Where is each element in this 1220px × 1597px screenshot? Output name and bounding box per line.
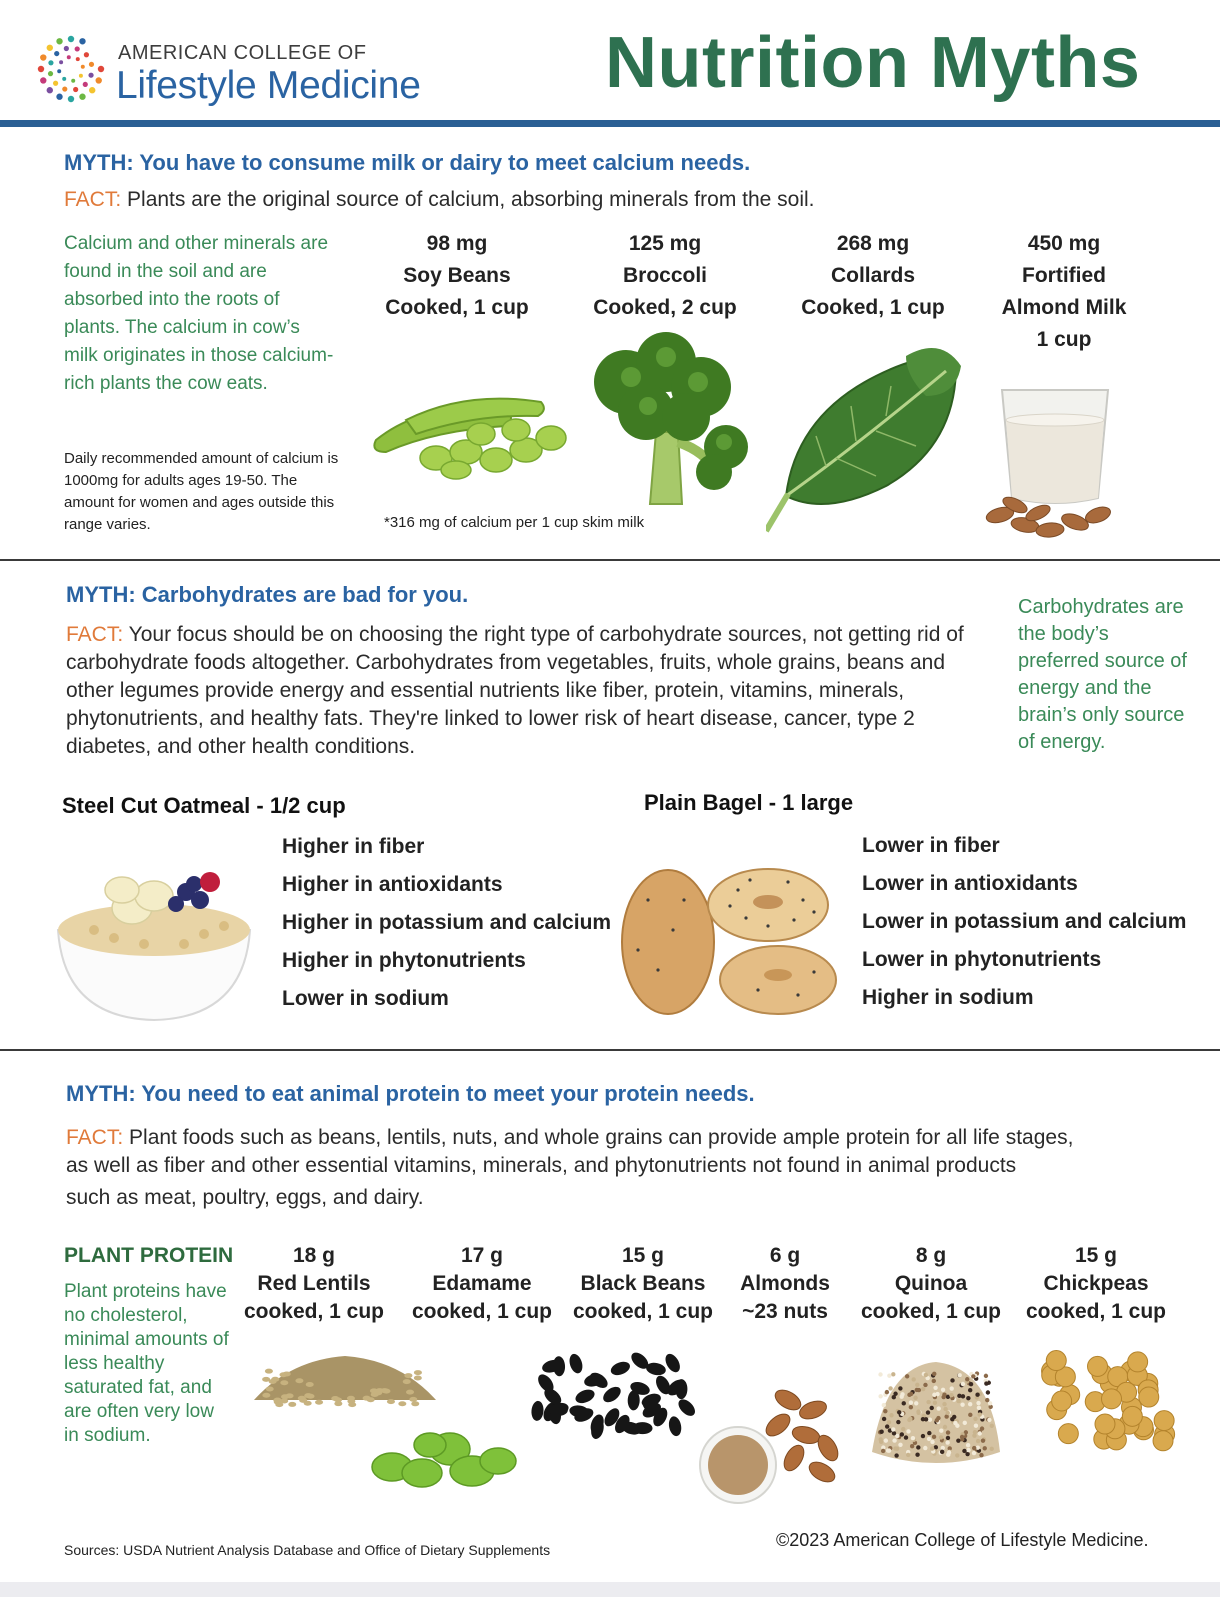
almond-milk-icon bbox=[980, 380, 1130, 545]
calcium-food-name: Soy Beans bbox=[403, 264, 511, 287]
oatmeal-icon bbox=[54, 868, 254, 1028]
carbs-fact-label: FACT: bbox=[66, 623, 124, 646]
org-name-line2: Lifestyle Medicine bbox=[116, 64, 421, 107]
calcium-fact-label: FACT: bbox=[64, 188, 122, 211]
bagel-attribute: Lower in phytonutrients bbox=[862, 948, 1102, 971]
protein-amount: 8 g bbox=[915, 1244, 947, 1267]
bagel-icon bbox=[618, 860, 838, 1020]
footer-copyright: ©2023 American College of Lifestyle Medicine. bbox=[776, 1530, 1149, 1550]
calcium-serving-extra: 1 cup bbox=[1036, 328, 1092, 351]
protein-amount: 17 g bbox=[460, 1244, 504, 1267]
carbs-fact-text: Your focus should be on choosing the right type of carbohydrate sources, not getting rid of carbohydrate foods altogether. Carbohydrates from vegetables, fruits, whole grains, beans and other legumes provide energy and essential nutrients like fiber, protein, vitamins, minerals, phytonutrients, and healthy fats. They're linked to lower risk of heart disease, cancer, type 2 diabetes, and other health conditions. bbox=[66, 623, 964, 758]
protein-fact-label: FACT: bbox=[66, 1126, 124, 1149]
protein-myth: MYTH: You need to eat animal protein to meet your protein needs. bbox=[66, 1081, 755, 1106]
quinoa-icon bbox=[866, 1356, 1006, 1476]
calcium-amount: 450 mg bbox=[1027, 232, 1101, 255]
calcium-amount: 125 mg bbox=[628, 232, 702, 255]
protein-fact-line1 bbox=[66, 1124, 1073, 1152]
calcium-amount: 268 mg bbox=[836, 232, 910, 255]
collards-icon bbox=[766, 336, 966, 536]
calcium-amount: 98 mg bbox=[426, 232, 488, 255]
protein-amount: 18 g bbox=[292, 1244, 336, 1267]
header-divider bbox=[0, 120, 1220, 127]
protein-food-name: Black Beans bbox=[580, 1272, 706, 1295]
chickpeas-icon bbox=[1032, 1346, 1182, 1456]
protein-food-name: Edamame bbox=[432, 1272, 532, 1295]
calcium-fact-text: Plants are the original source of calcium, absorbing minerals from the soil. bbox=[127, 188, 815, 211]
protein-serving: cooked, 1 cup bbox=[1025, 1300, 1167, 1323]
protein-fact-text-1: Plant foods such as beans, lentils, nuts, and whole grains can provide ample protein for all life stages, bbox=[129, 1126, 1074, 1149]
protein-amount: 15 g bbox=[1074, 1244, 1118, 1267]
protein-amount: 6 g bbox=[769, 1244, 801, 1267]
lentils-icon bbox=[250, 1350, 440, 1410]
bagel-attribute: Lower in antioxidants bbox=[862, 872, 1078, 895]
protein-food-name: Quinoa bbox=[894, 1272, 968, 1295]
protein-item-quinoa bbox=[855, 1242, 1007, 1326]
bagel-attributes bbox=[862, 834, 1186, 1024]
bagel-attribute: Lower in fiber bbox=[862, 834, 1000, 857]
skim-milk-note: *316 mg of calcium per 1 cup skim milk bbox=[384, 514, 645, 531]
calcium-fact bbox=[64, 186, 815, 214]
plant-protein-note: Plant proteins have no cholesterol, minimal amounts of less healthy saturated fat, and are often very low in sodium. bbox=[64, 1281, 229, 1446]
carbs-myth: MYTH: Carbohydrates are bad for you. bbox=[66, 582, 469, 607]
calcium-serving: Cooked, 1 cup bbox=[801, 296, 945, 319]
page-title: Nutrition Myths bbox=[605, 23, 1141, 103]
oatmeal-attribute: Higher in potassium and calcium bbox=[282, 911, 612, 934]
bottom-band bbox=[0, 1582, 1220, 1597]
calcium-daily-note: Daily recommended amount of calcium is 1000mg for adults ages 19-50. The amount for women and ages outside this range varies. bbox=[64, 450, 339, 533]
calcium-side-note: Calcium and other minerals are found in the soil and are absorbed into the roots of plants. The calcium in cow’s milk originates in those calcium-rich plants the cow eats. bbox=[64, 233, 334, 394]
calcium-serving: Cooked, 2 cup bbox=[593, 296, 737, 319]
org-name-line1: AMERICAN COLLEGE OF bbox=[118, 42, 367, 64]
oatmeal-attribute: Lower in sodium bbox=[282, 987, 449, 1010]
edamame-icon bbox=[370, 1425, 520, 1495]
soybeans-icon bbox=[366, 380, 576, 480]
protein-fact bbox=[66, 1124, 1073, 1212]
oatmeal-attribute: Higher in phytonutrients bbox=[282, 949, 526, 972]
section-divider-2 bbox=[0, 1049, 1220, 1051]
carbs-side-note: Carbohydrates are the body’s preferred source of energy and the brain’s only source of energy. bbox=[1018, 596, 1187, 753]
oatmeal-attributes bbox=[282, 835, 611, 1025]
protein-food-name: Almonds bbox=[740, 1272, 830, 1295]
protein-fact-line2: as well as fiber and other essential vitamins, minerals, and phytonutrients not found in animal products bbox=[66, 1154, 1017, 1177]
black-beans-icon bbox=[524, 1350, 704, 1440]
protein-item-chickpeas bbox=[1020, 1242, 1172, 1326]
section-divider-1 bbox=[0, 559, 1220, 561]
calcium-food-name: Collards bbox=[830, 264, 916, 287]
calcium-item-soybeans bbox=[372, 228, 542, 324]
protein-serving: cooked, 1 cup bbox=[243, 1300, 385, 1323]
protein-item-edamame bbox=[406, 1242, 558, 1326]
protein-serving: cooked, 1 cup bbox=[411, 1300, 553, 1323]
carbs-fact bbox=[66, 621, 986, 761]
almonds-icon bbox=[698, 1380, 848, 1510]
protein-item-almonds bbox=[727, 1242, 843, 1326]
footer-sources: Sources: USDA Nutrient Analysis Database and Office of Dietary Supplements bbox=[64, 1542, 551, 1558]
protein-serving: cooked, 1 cup bbox=[860, 1300, 1002, 1323]
protein-serving: cooked, 1 cup bbox=[572, 1300, 714, 1323]
logo-dots-icon bbox=[36, 34, 106, 104]
oatmeal-attribute: Higher in antioxidants bbox=[282, 873, 503, 896]
oatmeal-title: Steel Cut Oatmeal - 1/2 cup bbox=[62, 793, 346, 818]
calcium-item-broccoli bbox=[580, 228, 750, 324]
protein-fact-line3: such as meat, poultry, eggs, and dairy. bbox=[66, 1186, 424, 1209]
protein-item-lentils bbox=[238, 1242, 390, 1326]
calcium-food-name: Broccoli bbox=[622, 264, 708, 287]
calcium-item-almond-milk bbox=[984, 228, 1144, 356]
oatmeal-attribute: Higher in fiber bbox=[282, 835, 425, 858]
calcium-item-collards bbox=[788, 228, 958, 324]
protein-amount: 15 g bbox=[621, 1244, 665, 1267]
broccoli-icon bbox=[586, 332, 756, 512]
calcium-food-name: Fortified bbox=[1022, 264, 1106, 287]
bagel-attribute: Lower in potassium and calcium bbox=[862, 910, 1187, 933]
protein-item-black-beans bbox=[567, 1242, 719, 1326]
protein-serving: ~23 nuts bbox=[742, 1300, 828, 1323]
calcium-serving: Cooked, 1 cup bbox=[385, 296, 529, 319]
calcium-serving: Almond Milk bbox=[1001, 296, 1127, 319]
calcium-myth: MYTH: You have to consume milk or dairy to meet calcium needs. bbox=[64, 150, 751, 175]
protein-food-name: Red Lentils bbox=[257, 1272, 371, 1295]
bagel-title: Plain Bagel - 1 large bbox=[644, 790, 854, 815]
plant-protein-heading: PLANT PROTEIN bbox=[64, 1244, 234, 1267]
protein-food-name: Chickpeas bbox=[1043, 1272, 1149, 1295]
bagel-attribute: Higher in sodium bbox=[862, 986, 1034, 1009]
